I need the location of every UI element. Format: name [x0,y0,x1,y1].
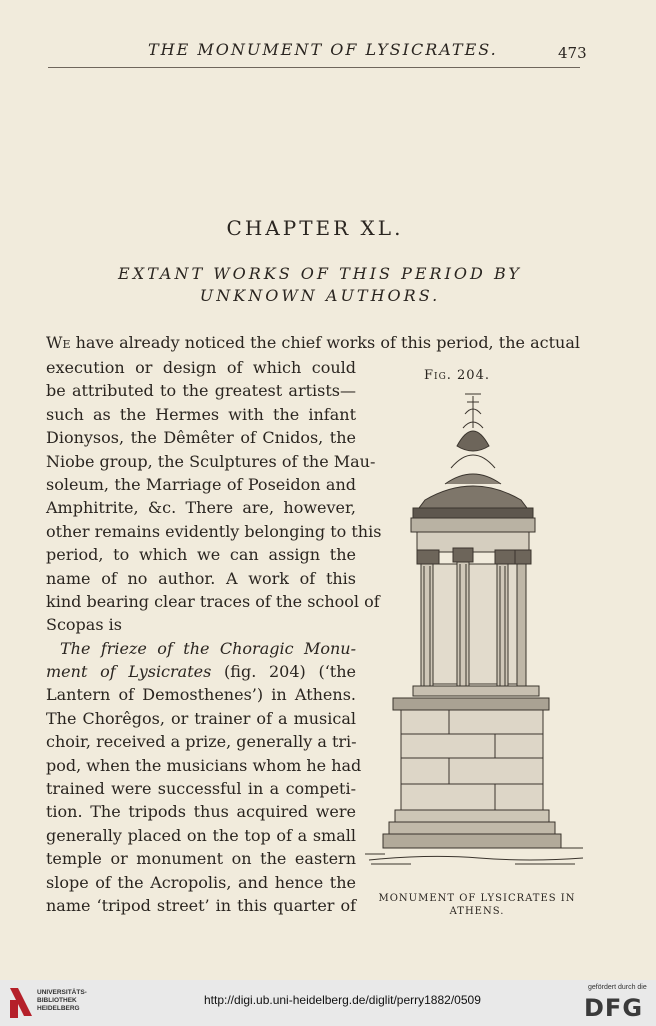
viewer-footer [0,980,656,1026]
library-name-line-1: UNIVERSITÄTS- [37,989,87,996]
italic-title: The frieze of the Choragic Monu- [60,638,356,658]
text-line: Scopas is [46,615,122,635]
text-fragment: (fig. 204) (‘the [211,662,357,682]
text-line: Dionysos, the Dêmêter of Cnidos, the [46,428,356,448]
section-title-line-2: UNKNOWN AUTHORS. [199,286,441,305]
text-line: Niobe group, the Sculptures of the Mau- [46,451,376,471]
section-title [60,263,580,307]
text-line: The Chorêgos, or trainer of a musical [46,708,356,728]
opening-line [46,333,580,352]
text-line [46,660,356,683]
text-line: kind bearing clear traces of the school of [46,591,380,611]
chapter-title: CHAPTER XL. [226,216,404,240]
text-line: name ‘tripod street’ in this quarter of [46,895,356,915]
text-line: be attributed to the greatest artists— [46,381,356,401]
text-line: Amphitrite, &c. There are, however, [46,498,356,518]
text-line: tion. The tripods thus acquired were [46,802,356,822]
text-line: other remains evidently belonging to this [46,521,382,541]
text-line: such as the Hermes with the infant [46,404,356,424]
figure-label: Fig. 204. [424,368,490,383]
text-line: trained were successful in a competi- [46,779,356,799]
dfg-logo[interactable]: DFG [584,994,644,1022]
running-title: THE MONUMENT OF LYSICRATES. [148,40,498,59]
text-column [46,356,382,917]
text-line: execution or design of which could [46,358,356,377]
caption-line-1: MONUMENT OF LYSICRATES IN [378,893,576,904]
monument-illustration [365,388,585,880]
library-name-line-2: BIBLIOTHEK [37,997,77,1004]
text-line: Lantern of Demosthenes’) in Athens. [46,685,356,705]
text-line: pod, when the musicians whom he had [46,755,362,775]
header-rule [48,67,580,68]
text-line [46,637,356,660]
figure-caption [372,892,582,918]
text-line: soleum, the Marriage of Poseidon and [46,474,356,494]
opening-line-text: have already noticed the chief works of this period, the actual [70,333,580,352]
text-line: choir, received a prize, generally a tri- [46,732,357,752]
text-line: period, to which we can assign the [46,545,356,565]
italic-title: ment of Lysicrates [46,662,212,682]
text-line: slope of the Acropolis, and hence the [46,872,356,892]
caption-line-2: ATHENS. [449,906,505,917]
page-number: 473 [558,44,587,62]
permalink[interactable]: http://digi.ub.uni-heidelberg.de/diglit/perry1882/0509 [204,993,481,1007]
drop-initial: We [46,333,71,352]
library-name [37,989,87,1013]
university-library-logo-icon [8,986,34,1020]
funding-note: gefördert durch die [588,984,647,991]
text-line: generally placed on the top of a small [46,825,356,845]
library-name-line-3: HEIDELBERG [37,1005,80,1012]
text-line: temple or monument on the eastern [46,849,356,869]
text-line: name of no author. A work of this [46,568,356,588]
section-title-line-1: EXTANT WORKS OF THIS PERIOD BY [118,264,522,283]
